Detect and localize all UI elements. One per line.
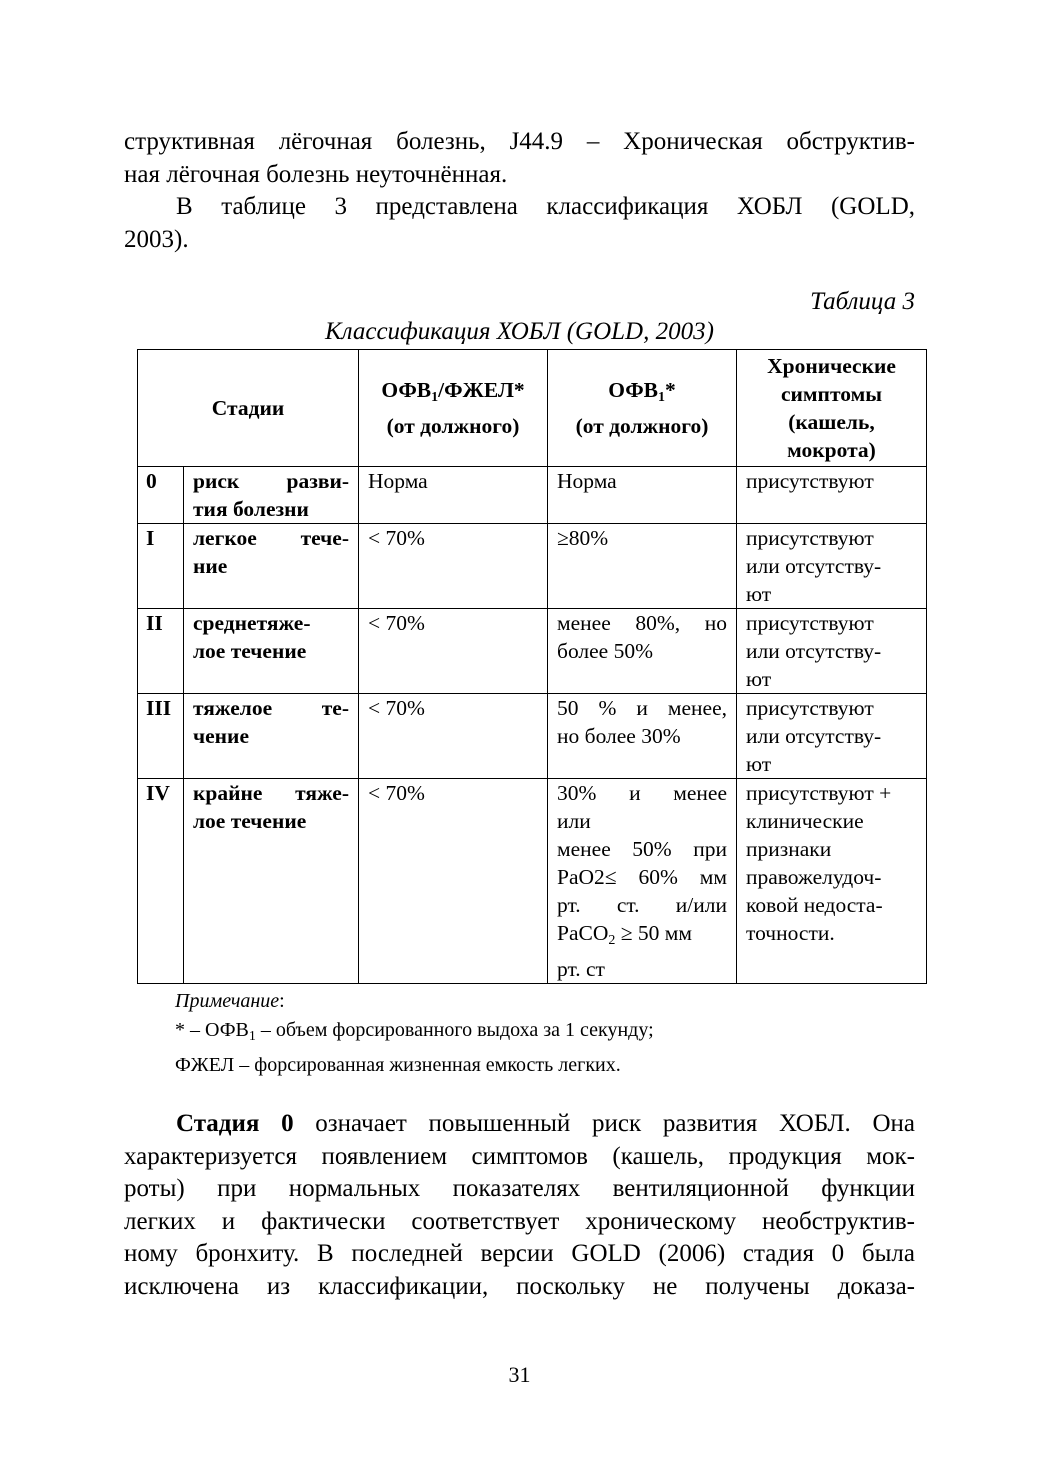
fev1-fvc-value: Норма xyxy=(359,467,548,524)
note-line: ФЖЕЛ – форсированная жизненная емкость легких. xyxy=(175,1054,621,1076)
text-line: исключена из классификации, поскольку не получены доказа- xyxy=(124,1272,915,1300)
text-line: роты) при нормальных показателях вентиляционной функции xyxy=(124,1175,915,1202)
stage-number: II xyxy=(138,609,184,694)
symptoms-value: присутствуют или отсутству- ют xyxy=(737,609,927,694)
stage-name: легкое тече- ние xyxy=(184,524,359,609)
table-title: Классификация ХОБЛ (GOLD, 2003) xyxy=(325,318,714,345)
text-line: легких и фактически соответствует хроническому необструктив- xyxy=(124,1207,915,1235)
fev1-value: 50 % и менее, но более 30% xyxy=(548,694,737,779)
header-stage: Стадии xyxy=(138,350,359,467)
table-header-row xyxy=(138,350,927,467)
table-row xyxy=(138,779,927,984)
stage-number: IV xyxy=(138,779,184,984)
symptoms-value: присутствуют + клинические признаки правожелудоч- ковой недоста- точности. xyxy=(737,779,927,984)
text-line: 2003). xyxy=(124,225,189,253)
text-line: Стадия 0 означает повышенный риск развития ХОБЛ. Она xyxy=(176,1110,915,1137)
text-line: В таблице 3 представлена классификация ХОБЛ (GOLD, xyxy=(176,193,915,220)
note-label: Примечание xyxy=(175,990,280,1012)
stage-name: среднетяже- лое течение xyxy=(184,609,359,694)
copd-classification-table xyxy=(137,349,927,984)
text-line: ная лёгочная болезнь неуточнённая. xyxy=(124,160,508,188)
text-line: ному бронхиту. В последней версии GOLD (2006) стадия 0 была xyxy=(124,1240,915,1267)
header-symptoms: Хронические симптомы (кашель, мокрота) xyxy=(737,350,927,467)
table-row xyxy=(138,609,927,694)
symptoms-value: присутствуют xyxy=(737,467,927,524)
fev1-fvc-value: < 70% xyxy=(359,694,548,779)
stage-name: тяжелое те- чение xyxy=(184,694,359,779)
stage-0-paragraph xyxy=(124,1108,915,1303)
text-line: характеризуется появлением симптомов (кашель, продукция мок- xyxy=(124,1142,915,1170)
header-fev1: $ОФВ_1*$ (от должного) xyxy=(548,350,737,467)
note-line: * – $ОФВ_1$ – объем форсированного выдоха за 1 секунду; xyxy=(175,1019,654,1044)
fev1-fvc-value: < 70% xyxy=(359,609,548,694)
intro-paragraph xyxy=(124,126,915,256)
table-row xyxy=(138,524,927,609)
table-note: Примечание: * – $ОФВ_1$ – объем форсированного выдоха за 1 секунду; ФЖЕЛ – форсированная жизненная емкость легких. xyxy=(175,987,654,1080)
fev1-value: 30% и менее или менее 50% при PaO2≤ 60% мм рт. ст. и/или PaCO$_2$ ≥ 50 мм рт. ст xyxy=(548,779,737,984)
symptoms-value: присутствуют или отсутству- ют xyxy=(737,524,927,609)
stage-name: риск разви- тия болезни xyxy=(184,467,359,524)
stage-name: крайне тяже- лое течение xyxy=(184,779,359,984)
header-fev1-fvc: $ОФВ_1/ФЖЕЛ*$ (от должного) xyxy=(359,350,548,467)
fev1-fvc-value: < 70% xyxy=(359,779,548,984)
table-row xyxy=(138,694,927,779)
stage-number: I xyxy=(138,524,184,609)
text-line: структивная лёгочная болезнь, J44.9 – Хроническая обструктив- xyxy=(124,128,915,155)
page-number: 31 xyxy=(508,1362,531,1387)
fev1-fvc-value: < 70% xyxy=(359,524,548,609)
fev1-value: Норма xyxy=(548,467,737,524)
table-row xyxy=(138,467,927,524)
fev1-value: менее 80%, но более 50% xyxy=(548,609,737,694)
fev1-value: ≥80% xyxy=(548,524,737,609)
table-number: Таблица 3 xyxy=(810,288,915,315)
symptoms-value: присутствуют или отсутству- ют xyxy=(737,694,927,779)
bold-term: Стадия 0 xyxy=(176,1110,294,1137)
stage-number: 0 xyxy=(138,467,184,524)
stage-number: III xyxy=(138,694,184,779)
